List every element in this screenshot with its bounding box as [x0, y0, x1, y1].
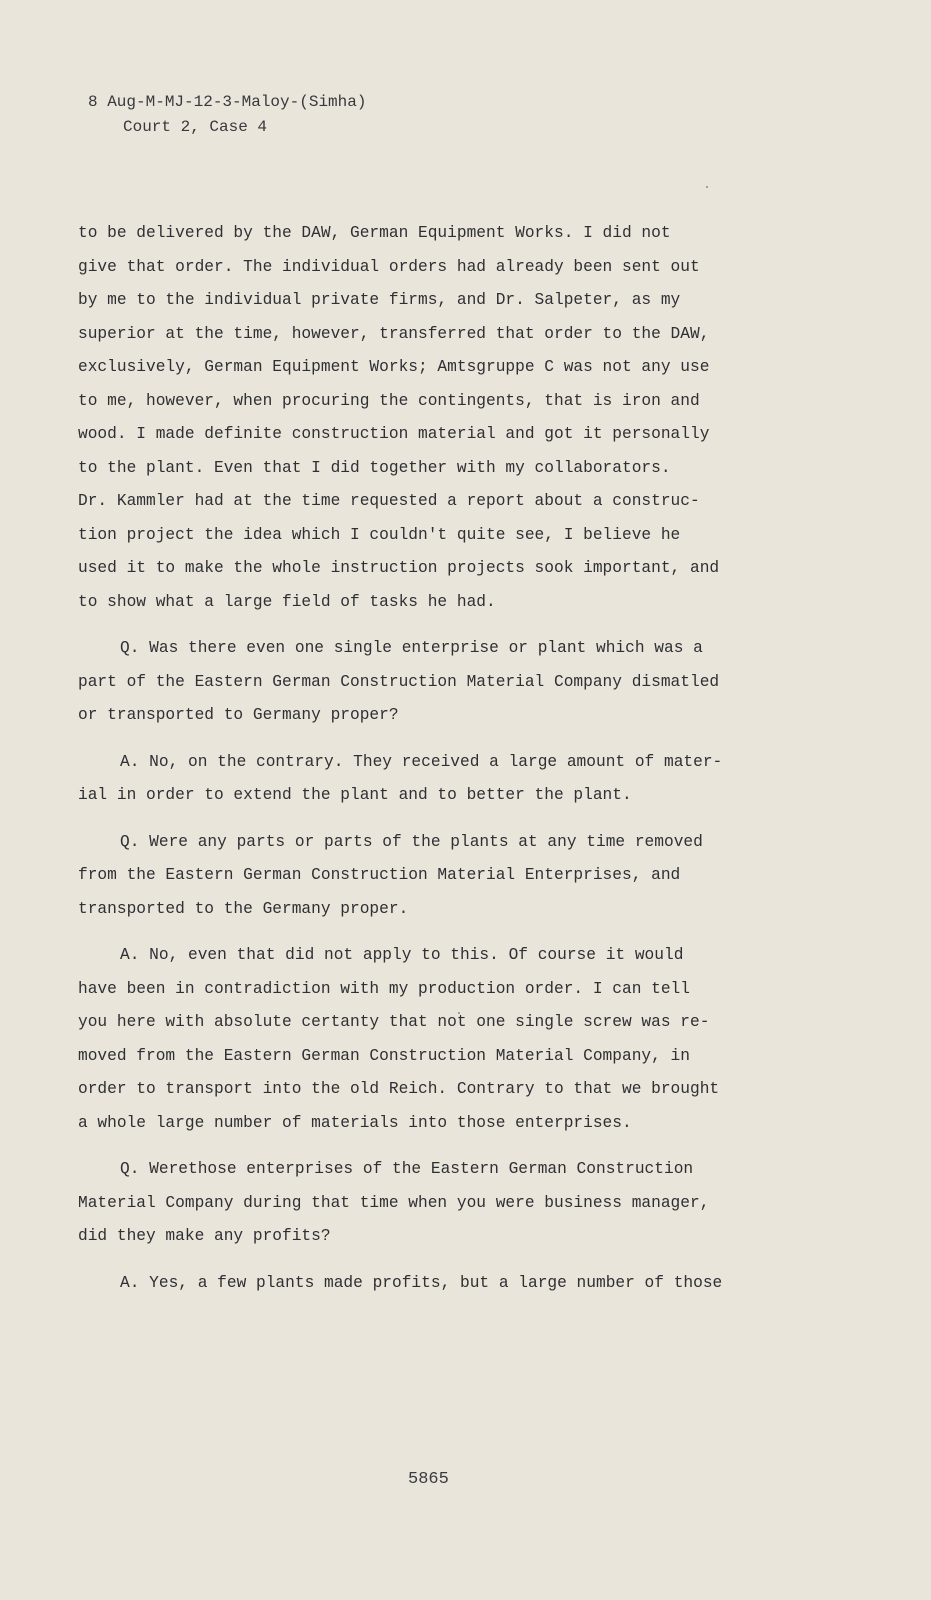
transcript-body: [78, 217, 798, 1300]
court-case-line: Court 2, Case 4: [123, 118, 268, 136]
transcript-paragraph: to be delivered by the DAW, German Equipment Works. I did not give that order. The individual orders had already been sent out by me to the individual private firms, and Dr. Salpeter, as my superior at the time, however, transferred that order to the DAW, exclusively, German Equipment Works; Amtsgruppe C was not any use to me, however, when procuring the contingents, that is iron and wood. I made definite construction material and got it personally to the plant. Even that I did together with my collaborators. Dr. Kammler had at the time requested a report about a construc- tion project the idea which I couldn't quite see, I believe he used it to make the whole instruction projects sook important, and to show what a large field of tasks he had.: [78, 224, 720, 611]
question-paragraph: Q. Were any parts or parts of the plants at any time removed from the Eastern German Construction Material Enterprises, and transported to the Germany proper.: [78, 832, 703, 918]
page-number: 5865: [408, 1470, 449, 1489]
answer-paragraph: A. No, even that did not apply to this. Of course it would have been in contradiction with my production order. I can tell you here with absolute certanty that not one single screw was re- moved from the Eastern German Construction Material Company, in order to transport into the old Reich. Contrary to that we brought a whole large number of materials into those enterprises.: [78, 946, 720, 1132]
question-paragraph: Q. Was there even one single enterprise or plant which was a part of the Eastern German Construction Material Company dismatled or transported to Germany proper?: [78, 639, 720, 724]
speck-mark: [706, 186, 708, 188]
document-header: [88, 90, 366, 140]
answer-paragraph: A. No, on the contrary. They received a large amount of mater- ial in order to extend the plant and to better the plant.: [78, 752, 723, 804]
case-reference: 8 Aug-M-MJ-12-3-Maloy-(Simha): [88, 93, 367, 111]
answer-paragraph: A. Yes, a few plants made profits, but a large number of those: [120, 1273, 723, 1292]
question-paragraph: Q. Werethose enterprises of the Eastern German Construction Material Company during that time when you were business manager, did they make any profits?: [78, 1160, 710, 1245]
